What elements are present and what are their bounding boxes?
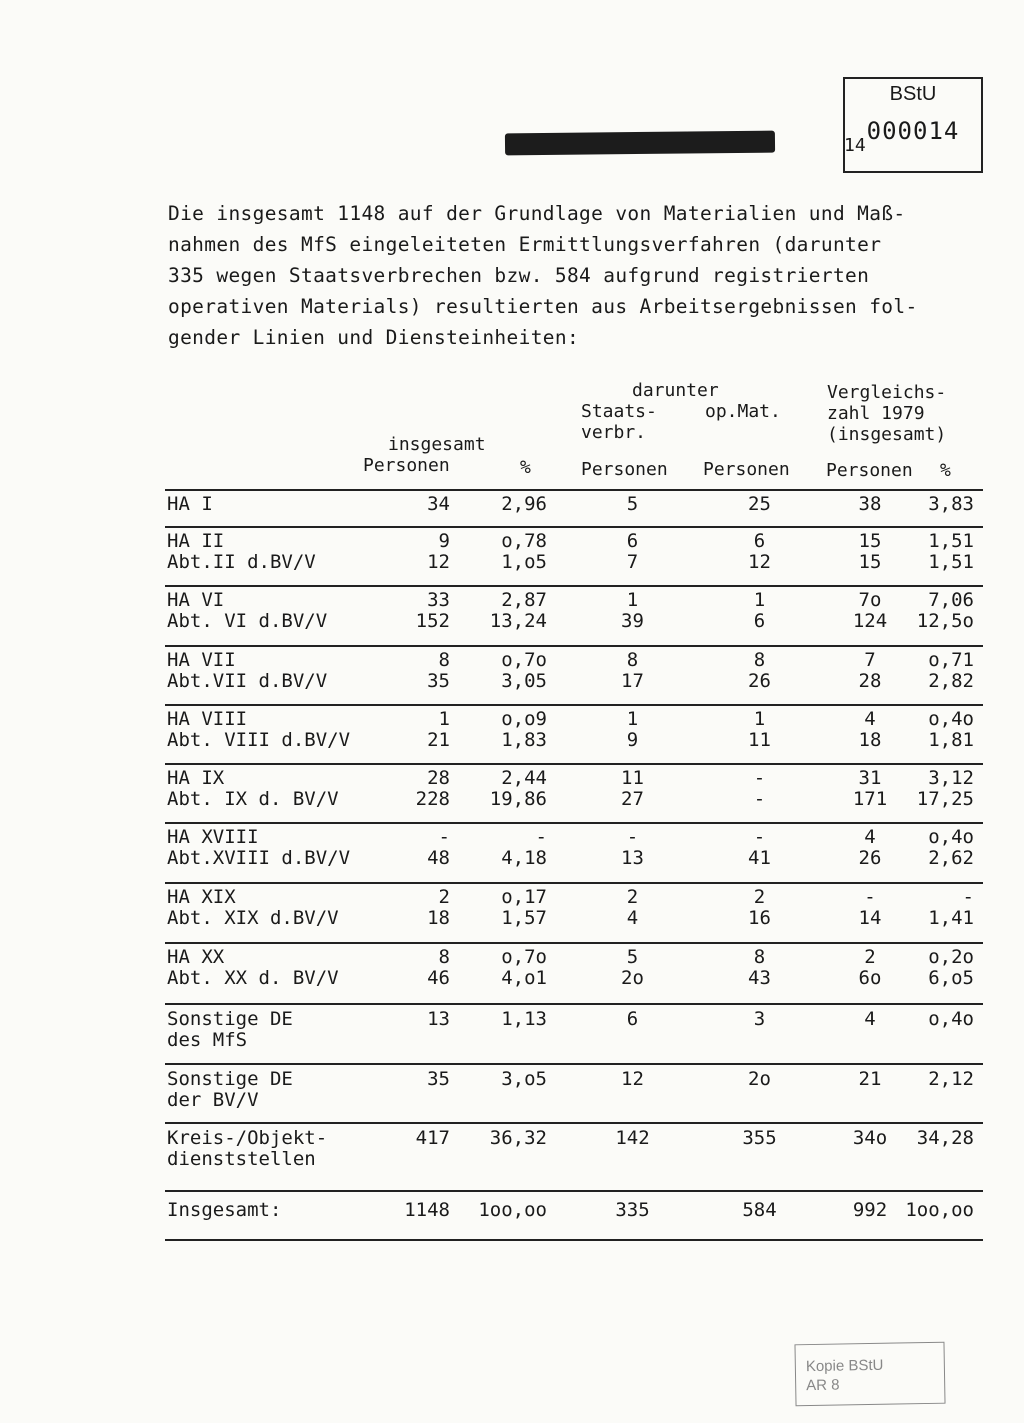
cell-vergleich-personen: 2 <box>864 946 876 968</box>
cell-vergleich-percent: 1,51 <box>928 551 974 573</box>
row-label: HA XIX <box>167 886 236 908</box>
row-label: Kreis-/Objekt- <box>167 1127 328 1149</box>
cell-staatsverbr: - <box>626 826 639 848</box>
cell-personen: 33 <box>427 589 450 611</box>
cell-percent: - <box>535 826 547 848</box>
redaction-bar <box>505 131 775 156</box>
total-vergleich-personen: 992 <box>852 1199 888 1221</box>
cell-vergleich-personen: 124 <box>852 610 888 632</box>
cell-opmat: - <box>753 826 766 848</box>
row-label: Abt. IX d. BV/V <box>167 788 339 810</box>
cell-percent: 3,o5 <box>501 1068 547 1090</box>
total-staatsverbr: 335 <box>615 1199 650 1221</box>
cell-opmat: 43 <box>748 967 771 989</box>
archive-stamp-line: Kopie BStU <box>805 1356 884 1376</box>
cell-vergleich-personen: 7 <box>864 649 876 671</box>
cell-vergleich-percent: 6,o5 <box>928 967 974 989</box>
cell-percent: o,7o <box>501 649 547 671</box>
cell-opmat: 2 <box>753 886 766 908</box>
row-label: Abt. VIII d.BV/V <box>167 729 351 751</box>
header-opmat: op.Mat. <box>705 401 781 422</box>
header-staats: Staats- <box>581 401 657 422</box>
cell-staatsverbr: 8 <box>626 649 639 671</box>
cell-vergleich-personen: 18 <box>858 729 882 751</box>
header-personen: Personen <box>363 455 450 476</box>
cell-percent: o,7o <box>501 946 547 968</box>
cell-staatsverbr: 1 <box>626 589 639 611</box>
row-label: der BV/V <box>167 1089 259 1111</box>
cell-percent: 1,o5 <box>501 551 547 573</box>
bstu-stamp <box>843 77 983 173</box>
cell-percent: 2,44 <box>501 767 547 789</box>
cell-percent: 4,o1 <box>501 967 547 989</box>
cell-staatsverbr: 1 <box>626 708 639 730</box>
cell-vergleich-percent: 1,51 <box>928 530 974 552</box>
header-personen: Personen <box>826 460 913 481</box>
table-rule <box>165 1003 983 1005</box>
intro-paragraph <box>168 198 948 353</box>
cell-vergleich-percent: o,4o <box>928 1008 974 1030</box>
cell-personen: 35 <box>427 1068 450 1090</box>
cell-vergleich-percent: o,2o <box>928 946 974 968</box>
cell-opmat: 6 <box>753 530 766 552</box>
cell-personen: 13 <box>427 1008 450 1030</box>
cell-staatsverbr: 13 <box>621 847 644 869</box>
cell-vergleich-personen: 21 <box>858 1068 882 1090</box>
row-label: HA VI <box>167 589 225 611</box>
cell-staatsverbr: 12 <box>621 1068 644 1090</box>
cell-vergleich-personen: 4 <box>864 826 876 848</box>
table-rule <box>165 489 983 491</box>
header-insgesamt: insgesamt <box>388 434 486 455</box>
cell-vergleich-percent: o,4o <box>928 826 974 848</box>
row-label: Abt.II d.BV/V <box>167 551 316 573</box>
cell-vergleich-personen: 4 <box>864 1008 876 1030</box>
cell-percent: 2,87 <box>501 589 547 611</box>
cell-vergleich-personen: 14 <box>858 907 882 929</box>
cell-personen: 21 <box>427 729 450 751</box>
row-label: HA I <box>167 493 213 515</box>
row-label: Abt.VII d.BV/V <box>167 670 328 692</box>
row-label: Sonstige DE <box>167 1008 293 1030</box>
intro-line: nahmen des MfS eingeleiteten Ermittlungsverfahren (darunter <box>168 233 882 256</box>
cell-vergleich-percent: 1,41 <box>928 907 974 929</box>
cell-percent: 1,57 <box>501 907 547 929</box>
cell-personen: 34 <box>427 493 450 515</box>
row-label: dienststellen <box>167 1148 316 1170</box>
cell-personen: 1 <box>438 708 450 730</box>
table-rule <box>165 1063 983 1065</box>
cell-opmat: - <box>753 767 766 789</box>
cell-vergleich-personen: 7o <box>858 589 882 611</box>
total-personen: 1148 <box>404 1199 450 1221</box>
cell-vergleich-percent: - <box>962 886 974 908</box>
cell-vergleich-percent: 34,28 <box>916 1127 974 1149</box>
cell-personen: 417 <box>415 1127 450 1149</box>
cell-opmat: - <box>753 788 766 810</box>
header-darunter: darunter <box>632 380 719 401</box>
table-rule <box>165 882 983 884</box>
cell-vergleich-percent: o,4o <box>928 708 974 730</box>
cell-percent: 2,96 <box>501 493 547 515</box>
cell-vergleich-personen: 26 <box>858 847 882 869</box>
table-rule <box>165 1239 983 1241</box>
cell-staatsverbr: 6 <box>626 1008 639 1030</box>
total-label: Insgesamt: <box>167 1199 282 1221</box>
row-label: HA IX <box>167 767 225 789</box>
cell-personen: 2 <box>438 886 450 908</box>
cell-vergleich-percent: 17,25 <box>916 788 974 810</box>
cell-percent: 1,83 <box>501 729 547 751</box>
cell-personen: 8 <box>438 649 450 671</box>
cell-percent: 13,24 <box>489 610 547 632</box>
cell-percent: 4,18 <box>501 847 547 869</box>
cell-vergleich-personen: 4 <box>864 708 876 730</box>
cell-personen: 9 <box>438 530 450 552</box>
header-verbr: verbr. <box>581 422 647 443</box>
cell-vergleich-personen: 15 <box>858 530 882 552</box>
header-percent: % <box>940 460 951 481</box>
total-vergleich-percent: 1oo,oo <box>905 1199 974 1221</box>
cell-vergleich-percent: 3,83 <box>928 493 974 515</box>
table-rule <box>165 526 983 528</box>
cell-vergleich-percent: 1,81 <box>928 729 974 751</box>
header-percent: % <box>520 457 531 478</box>
row-label: HA XX <box>167 946 225 968</box>
cell-staatsverbr: 4 <box>626 907 639 929</box>
page-number: 14 <box>844 135 866 156</box>
cell-percent: 3,05 <box>501 670 547 692</box>
cell-percent: o,17 <box>501 886 547 908</box>
cell-personen: 46 <box>427 967 450 989</box>
cell-vergleich-personen: - <box>864 886 876 908</box>
header-personen: Personen <box>581 459 668 480</box>
cell-personen: - <box>438 826 450 848</box>
intro-line: 335 wegen Staatsverbrechen bzw. 584 aufgrund registrierten <box>168 264 870 287</box>
cell-vergleich-percent: 2,62 <box>928 847 974 869</box>
cell-staatsverbr: 2 <box>626 886 639 908</box>
intro-line: gender Linien und Diensteinheiten: <box>168 326 580 349</box>
cell-staatsverbr: 5 <box>626 946 639 968</box>
intro-line: operativen Materials) resultierten aus Arbeitsergebnissen fol- <box>168 295 918 318</box>
cell-staatsverbr: 7 <box>626 551 639 573</box>
cell-staatsverbr: 2o <box>621 967 644 989</box>
cell-personen: 48 <box>427 847 450 869</box>
cell-staatsverbr: 27 <box>621 788 644 810</box>
cell-percent: o,78 <box>501 530 547 552</box>
cell-personen: 12 <box>427 551 450 573</box>
cell-opmat: 12 <box>748 551 771 573</box>
cell-opmat: 1 <box>753 589 766 611</box>
cell-vergleich-percent: 12,5o <box>916 610 974 632</box>
cell-vergleich-percent: 3,12 <box>928 767 974 789</box>
cell-opmat: 355 <box>742 1127 777 1149</box>
cell-percent: 36,32 <box>489 1127 547 1149</box>
cell-percent: 1,13 <box>501 1008 547 1030</box>
cell-opmat: 25 <box>748 493 771 515</box>
cell-percent: o,o9 <box>501 708 547 730</box>
cell-opmat: 26 <box>748 670 771 692</box>
cell-opmat: 8 <box>753 946 766 968</box>
cell-staatsverbr: 142 <box>615 1127 650 1149</box>
cell-opmat: 11 <box>748 729 771 751</box>
table-rule <box>165 763 983 765</box>
cell-personen: 8 <box>438 946 450 968</box>
cell-staatsverbr: 5 <box>626 493 639 515</box>
archive-stamp-line: AR 8 <box>806 1376 840 1395</box>
table-rule <box>165 585 983 587</box>
total-opmat: 584 <box>742 1199 777 1221</box>
row-label: HA VII <box>167 649 236 671</box>
cell-personen: 28 <box>427 767 450 789</box>
cell-vergleich-percent: o,71 <box>928 649 974 671</box>
stamp-label: BStU <box>889 83 937 105</box>
cell-personen: 228 <box>415 788 450 810</box>
stamp-number: 000014 <box>866 117 960 145</box>
header-vergleichs: Vergleichs- <box>827 382 947 403</box>
row-label: Abt. XIX d.BV/V <box>167 907 339 929</box>
cell-opmat: 2o <box>748 1068 771 1090</box>
cell-vergleich-personen: 15 <box>858 551 882 573</box>
cell-staatsverbr: 17 <box>621 670 644 692</box>
row-label: Abt. XX d. BV/V <box>167 967 339 989</box>
cell-opmat: 16 <box>748 907 771 929</box>
cell-vergleich-percent: 2,82 <box>928 670 974 692</box>
row-label: Abt.XVIII d.BV/V <box>167 847 351 869</box>
cell-opmat: 3 <box>753 1008 766 1030</box>
cell-vergleich-personen: 28 <box>858 670 882 692</box>
cell-opmat: 41 <box>748 847 771 869</box>
table-rule <box>165 704 983 706</box>
cell-opmat: 8 <box>753 649 766 671</box>
cell-vergleich-percent: 7,06 <box>928 589 974 611</box>
table-rule <box>165 942 983 944</box>
cell-vergleich-personen: 6o <box>858 967 882 989</box>
cell-vergleich-personen: 34o <box>852 1127 888 1149</box>
cell-vergleich-percent: 2,12 <box>928 1068 974 1090</box>
row-label: HA VIII <box>167 708 248 730</box>
cell-vergleich-personen: 31 <box>858 767 882 789</box>
cell-vergleich-personen: 38 <box>858 493 882 515</box>
table-rule <box>165 1190 983 1192</box>
cell-opmat: 6 <box>753 610 766 632</box>
cell-personen: 18 <box>427 907 450 929</box>
cell-percent: 19,86 <box>489 788 547 810</box>
cell-vergleich-personen: 171 <box>852 788 888 810</box>
header-personen: Personen <box>703 459 790 480</box>
cell-personen: 35 <box>427 670 450 692</box>
archive-stamp <box>794 1342 945 1407</box>
cell-staatsverbr: 11 <box>621 767 644 789</box>
table-rule <box>165 1122 983 1124</box>
row-label: HA II <box>167 530 225 552</box>
header-insgesamt-paren: (insgesamt) <box>827 424 947 445</box>
intro-line: Die insgesamt 1148 auf der Grundlage von Materialien und Maß- <box>168 202 906 225</box>
table-rule <box>165 822 983 824</box>
row-label: des MfS <box>167 1029 248 1051</box>
table-rule <box>165 645 983 647</box>
cell-staatsverbr: 39 <box>621 610 644 632</box>
header-zahl: zahl 1979 <box>827 403 925 424</box>
row-label: Sonstige DE <box>167 1068 293 1090</box>
row-label: HA XVIII <box>167 826 259 848</box>
cell-personen: 152 <box>415 610 450 632</box>
row-label: Abt. VI d.BV/V <box>167 610 328 632</box>
cell-staatsverbr: 9 <box>626 729 639 751</box>
total-percent: 1oo,oo <box>478 1199 547 1221</box>
cell-opmat: 1 <box>753 708 766 730</box>
cell-staatsverbr: 6 <box>626 530 639 552</box>
